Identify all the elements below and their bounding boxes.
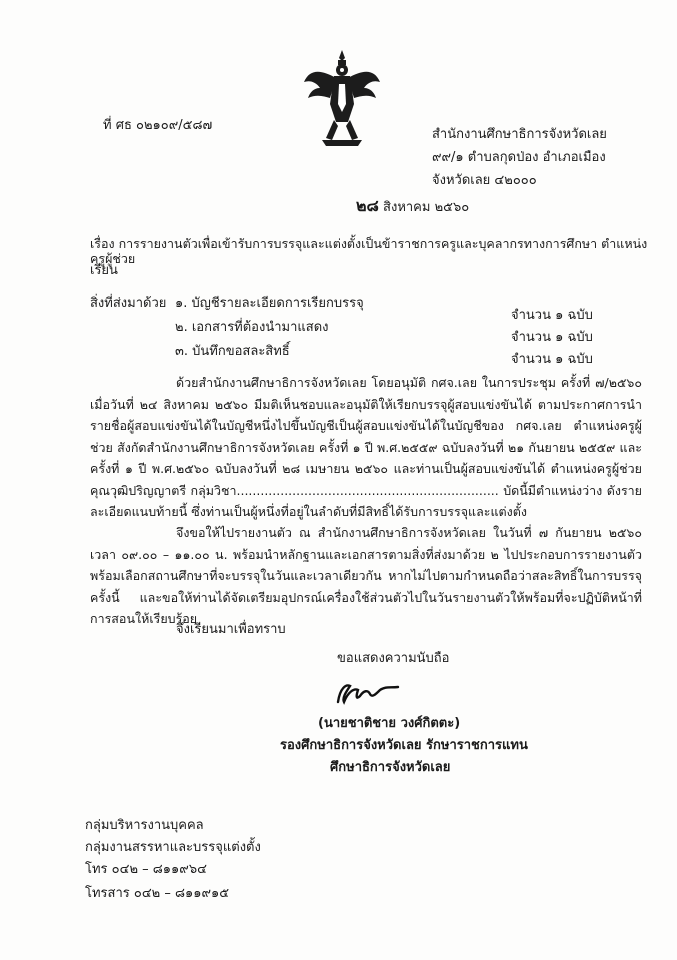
enclosure-qty-2: จำนวน ๑ ฉบับ bbox=[511, 330, 593, 345]
paragraph-2: จึงขอให้ไปรายงานตัว ณ สำนักงานศึกษาธิการจังหวัดเลย ในวันที่ ๗ กันยายน ๒๕๖๐ เวลา ๐๙.๐๐ – ๑๑.๐๐ น. พร้อมนำหลักฐานและเอกสารตามสิ่งที่ส่งมาด้วย ๒ ไปประกอบการรายงานตัว พร้อมเลือกสถานศึกษาที่จะบรรจุในวันและเวลาเดียวกัน หากไม่ไปตามกำหนดถือว่าสละสิทธิ์ในการบรรจุครั้งนี้ และขอให้ท่านได้จัดเตรียมอุปกรณ์เครื่องใช้ส่วนตัวไปในวันรายงานตัวให้พร้อมที่จะปฏิบัติหน้าที่การสอนให้เรียบร้อย bbox=[90, 525, 642, 626]
signer-position-line1: รองศึกษาธิการจังหวัดเลย รักษาราชการแทน bbox=[280, 738, 528, 753]
garuda-emblem-icon bbox=[302, 48, 382, 148]
salutation: เรียน bbox=[90, 263, 118, 278]
letter-date bbox=[356, 198, 469, 216]
enclosure-item-3: ๓. บันทึกขอสละสิทธิ์ bbox=[175, 344, 290, 359]
date-month-year: สิงหาคม ๒๕๖๐ bbox=[383, 200, 470, 215]
enclosure-item-2: ๒. เอกสารที่ต้องนำมาแสดง bbox=[175, 320, 329, 335]
reference-number: ที่ ศธ ๐๒๑๐๙/๕๘๗ bbox=[103, 118, 213, 133]
enclosure-qty-1: จำนวน ๑ ฉบับ bbox=[511, 308, 593, 323]
paragraph-1: ด้วยสำนักงานศึกษาธิการจังหวัดเลย โดยอนุมัติ กศจ.เลย ในการประชุม ครั้งที่ ๗/๒๕๖๐ เมื่อวันที่ ๒๔ สิงหาคม ๒๕๖๐ มีมติเห็นชอบและอนุมัติให้เรียกบรรจุผู้สอบแข่งขันได้ ตามประกาศการนำรายชื่อผู้สอบแข่งขันได้ในบัญชีหนึ่งไปขึ้นบัญชีเป็นผู้สอบแข่งขันได้ในบัญชีของ กศจ.เลย ตำแหน่งครูผู้ช่วย สังกัดสำนักงานศึกษาธิการจังหวัดเลย ครั้งที่ ๑ ปี พ.ศ.๒๕๕๙ ฉบับลงวันที่ ๒๑ กันยายน ๒๕๕๙ และครั้งที่ ๑ ปี พ.ศ.๒๕๖๐ ฉบับลงวันที่ ๒๘ เมษายน ๒๕๖๐ และท่านเป็นผู้สอบแข่งขันได้ ตำแหน่งครูผู้ช่วย คุณวุฒิปริญญาตรี กลุ่มวิชา.................................................................. บัดนี้มีตำแหน่งว่าง ดังรายละเอียดแนบท้ายนี้ ซึ่งท่านเป็นผู้หนึ่งที่อยู่ในลำดับที่มีสิทธิ์ได้รับการบรรจุและแต่งตั้ง bbox=[90, 375, 642, 519]
enclosure-qty-3: จำนวน ๑ ฉบับ bbox=[511, 352, 593, 367]
footer-section: กลุ่มงานสรรหาและบรรจุแต่งตั้ง bbox=[85, 840, 261, 855]
footer-fax: โทรสาร ๐๔๒ – ๘๑๑๙๑๕ bbox=[85, 886, 230, 901]
signature-image bbox=[332, 678, 422, 708]
signer-name: (นายชาติชาย วงศ์กิตตะ) bbox=[318, 716, 461, 731]
signer-position-line2: ศึกษาธิการจังหวัดเลย bbox=[330, 760, 451, 775]
sender-address-line2: จังหวัดเลย ๔๒๐๐๐ bbox=[432, 173, 537, 188]
subject-line: เรื่อง การรายงานตัวเพื่อเข้ารับการบรรจุและแต่งตั้งเป็นข้าราชการครูและบุคลากรทางการศึกษา ตำแหน่งครูผู้ช่วย bbox=[90, 236, 648, 266]
closing-line: จึงเรียนมาเพื่อทราบ bbox=[176, 622, 286, 637]
enclosure-item-1: ๑. บัญชีรายละเอียดการเรียกบรรจุ bbox=[175, 296, 364, 311]
footer-department: กลุ่มบริหารงานบุคคล bbox=[85, 818, 204, 833]
closing-regards: ขอแสดงความนับถือ bbox=[337, 651, 450, 666]
enclosures-label: สิ่งที่ส่งมาด้วย bbox=[90, 296, 167, 311]
footer-telephone: โทร ๐๔๒ – ๘๑๑๙๖๔ bbox=[85, 862, 207, 877]
sender-address-line1: ๙๙/๑ ตำบลกุดป่อง อำเภอเมือง bbox=[432, 150, 606, 165]
date-day: ๒๘ bbox=[356, 196, 379, 215]
sender-office: สำนักงานศึกษาธิการจังหวัดเลย bbox=[432, 127, 607, 142]
